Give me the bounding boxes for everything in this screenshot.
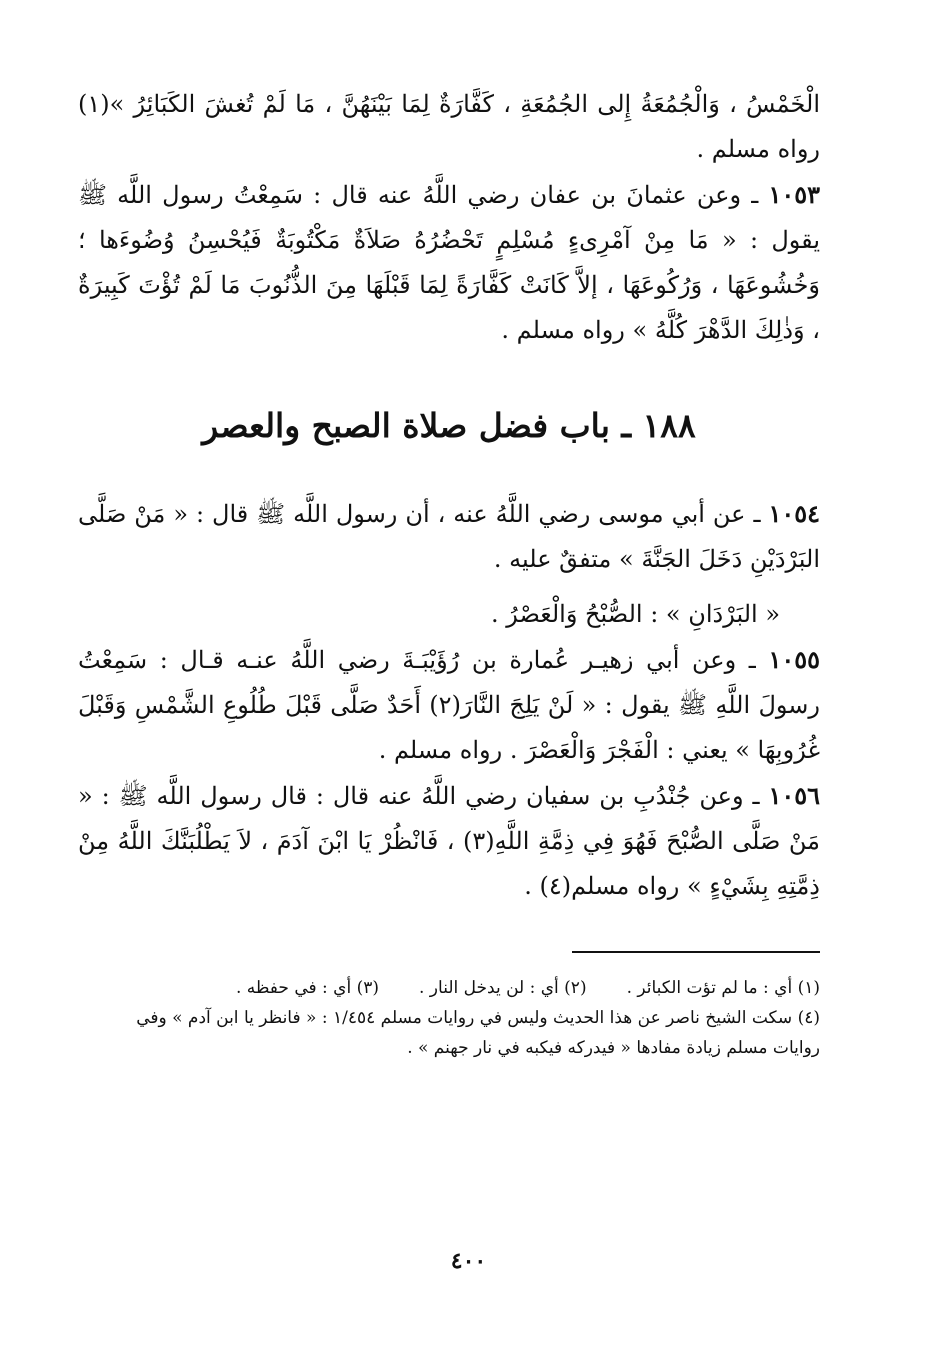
page-number: ٤٠٠ [450, 1248, 487, 1274]
hadith-1056 [78, 773, 820, 909]
hadith-number: ١٠٥٣ [768, 180, 820, 209]
footnotes [78, 973, 820, 1063]
hadith-number: ١٠٥٦ [768, 781, 820, 810]
hadith-1053 [78, 172, 820, 353]
footnote-divider [572, 951, 820, 953]
footnote-2: (٢) أي : لن يدخل النار . [419, 978, 587, 998]
chapter-heading: ١٨٨ ـ باب فضل صلاة الصبح والعصر [202, 406, 696, 445]
footnotes-row [78, 973, 820, 1003]
book-page [78, 82, 820, 1063]
hadith-text: ـ وعن جُنْدُبِ بن سفيان رضي اللَّهُ عنه قال : قال رسول اللَّه ﷺ : « مَنْ صَلَّى الصُّبْحَ فَهُوَ فِي ذِمَّةِ اللَّهِ(٣) ، فَانْظُرْ يَا ابْنَ آدَمَ ، لاَ يَطْلُبَنَّكَ اللَّهُ مِنْ ذِمَّتِهِ بِشَيْءٍ » رواه مسلم(٤) . [78, 782, 820, 900]
hadith-number: ١٠٥٤ [768, 499, 820, 528]
word-gloss: « البَرْدَانِ » : الصُّبْحُ وَالْعَصْرُ . [490, 600, 780, 628]
hadith-text: ـ عن أبي موسى رضي اللَّهُ عنه ، أن رسول اللَّه ﷺ قال : « مَنْ صَلَّى البَرْدَيْنِ دَخَلَ الجَنَّةَ » متفقٌ عليه . [78, 500, 820, 573]
footnote-3: (٣) أي : في حفظه . [235, 978, 379, 998]
hadith-1054 [78, 491, 820, 582]
hadith-1055 [78, 637, 820, 773]
paragraph-continuation [78, 82, 820, 172]
paragraph-text: الْخَمْسُ ، وَالْجُمُعَةُ إِلى الجُمُعَةِ ، كَفَّارَةٌ لِمَا بَيْنَهُنَّ ، مَا لَمْ تُغشَ الكَبَائِرُ »(١) رواه مسلم . [78, 90, 820, 163]
hadith-text: ـ وعن عثمانَ بن عفان رضي اللَّهُ عنه قال : سَمِعْتُ رسول اللَّه ﷺ يقول : « مَا مِنْ آمْرِىءٍ مُسْلِمٍ تَحْضُرُهُ صَلاَةٌ مَكْتُوبَةٌ فَيُحْسِنُ وُضُوءَها ؛ وَخُشُوعَهَا ، وَرُكُوعَهَا ، إلاَّ كَانَتْ كَفَّارَةً لِمَا قَبْلَهَا مِنَ الذُّنُوبَ مَا لَمْ تُؤْتَ كَبِيرَةٌ ، وَذٰلِكَ الدَّهْرَ كُلَّهُ » رواه مسلم . [78, 181, 820, 344]
footnote-1: (١) أي : ما لم تؤت الكبائر . [626, 978, 820, 998]
hadith-number: ١٠٥٥ [768, 645, 820, 674]
footnote-4-line-1: (٤) سكت الشيخ ناصر عن هذا الحديث وليس في روايات مسلم ١/٤٥٤ : « فانظر يا ابن آدم » وفي [136, 1008, 820, 1028]
hadith-text: ـ وعن أبي زهيـر عُمارة بن رُؤَيْبَـةَ رضي اللَّهُ عنـه قـال : سَمِعْتُ رسولَ اللَّهِ ﷺ يقول : « لَنْ يَلِجَ النَّارَ(٢) أَحَدٌ صَلَّى قَبْلَ طُلُوعِ الشَّمْسِ وَقَبْلَ غُرُوبِهَا » يعني : الْفَجْرَ وَالْعَصْرَ . رواه مسلم . [78, 646, 820, 764]
footnote-4-line-2: روايات مسلم زيادة مفادها « فيدركه فيكبه في نار جهنم » . [407, 1038, 820, 1058]
